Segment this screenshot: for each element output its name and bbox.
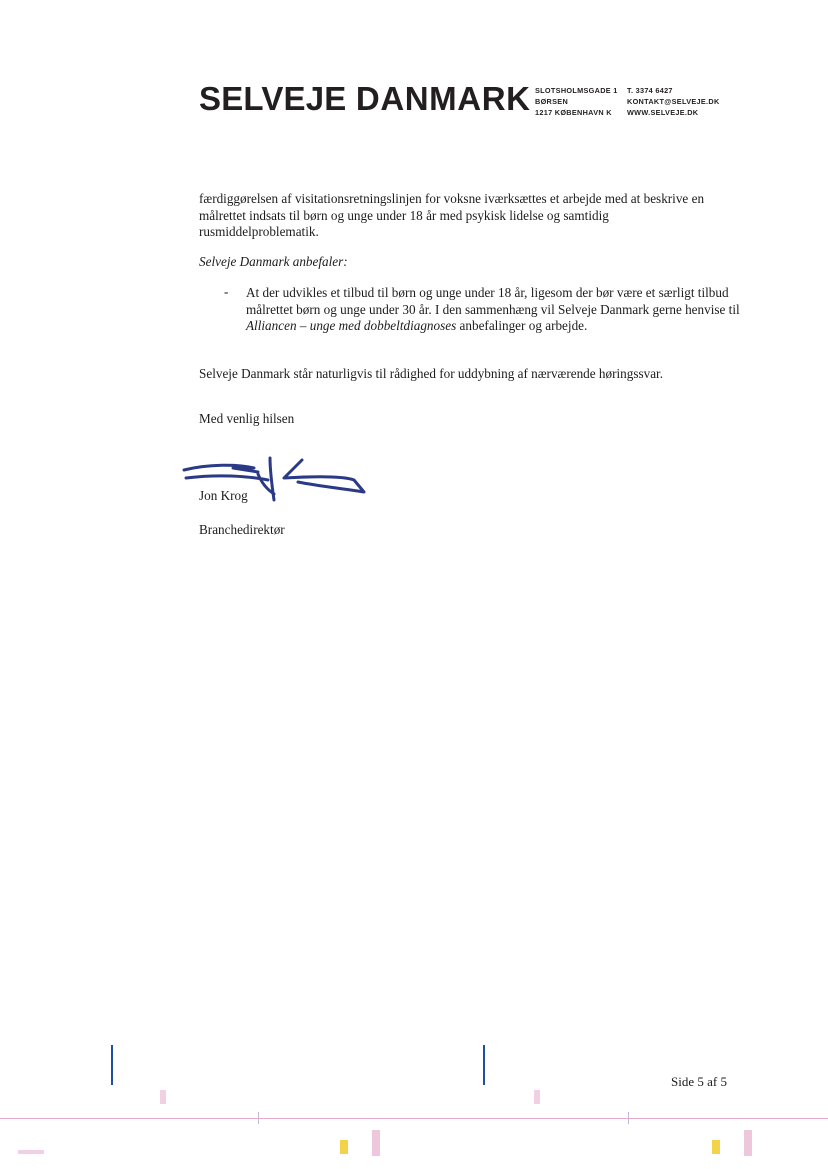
paragraph-closing: Selveje Danmark står naturligvis til rådighed for uddybning af nærværende høringssvar. [199,366,664,381]
recommendation-text-end: anbefalinger og arbejde. [456,318,588,333]
scan-mark [160,1090,166,1104]
address-line: SLOTSHOLMSGADE 1 [535,86,618,95]
logo-word-2: DANMARK [355,80,531,117]
scan-mark [744,1130,752,1156]
scan-mark [111,1045,113,1085]
recommendation-text: At der udvikles et tilbud til børn og unge under 18 år, ligesom der bør være et særligt tilbud målrettet børn og unge under 30 år. I den sammenhæng vil Selveje Danmark gerne henvise til [246,285,740,317]
phone-number: T. 3374 6427 [627,86,673,95]
bullet-marker: - [224,284,229,299]
email-address: KONTAKT@SELVEJE.DK [627,97,720,106]
scan-mark [628,1112,629,1124]
scan-mark [340,1140,348,1154]
logo [199,80,531,118]
alliance-reference: Alliancen – unge med dobbeltdiagnoses [246,318,457,333]
signer-name: Jon Krog [199,488,248,503]
greeting: Med venlig hilsen [199,411,295,426]
website: WWW.SELVEJE.DK [627,108,699,117]
signer-title: Branchedirektør [199,522,285,537]
scan-mark [258,1112,259,1124]
scan-mark [483,1045,485,1085]
address-line: 1217 KØBENHAVN K [535,108,612,117]
scan-mark [712,1140,720,1154]
logo-word-1: SELVEJE [199,80,347,117]
scan-mark [18,1150,44,1154]
recommendation-heading: Selveje Danmark anbefaler: [199,254,348,269]
recommendation-item [246,285,746,335]
scan-mark [372,1130,380,1156]
address-block [535,85,618,118]
page-number: Side 5 af 5 [671,1074,727,1089]
contact-block [627,85,720,118]
scan-mark [534,1090,540,1104]
scan-mark [0,1118,828,1119]
paragraph-intro: færdiggørelsen af visitationsretningslinjen for voksne iværksættes et arbejde med at beskrive en målrettet indsats til børn og unge under 18 år med psykisk lidelse og samtidig rusmiddelproblematik. [199,191,705,239]
address-line: BØRSEN [535,97,569,106]
